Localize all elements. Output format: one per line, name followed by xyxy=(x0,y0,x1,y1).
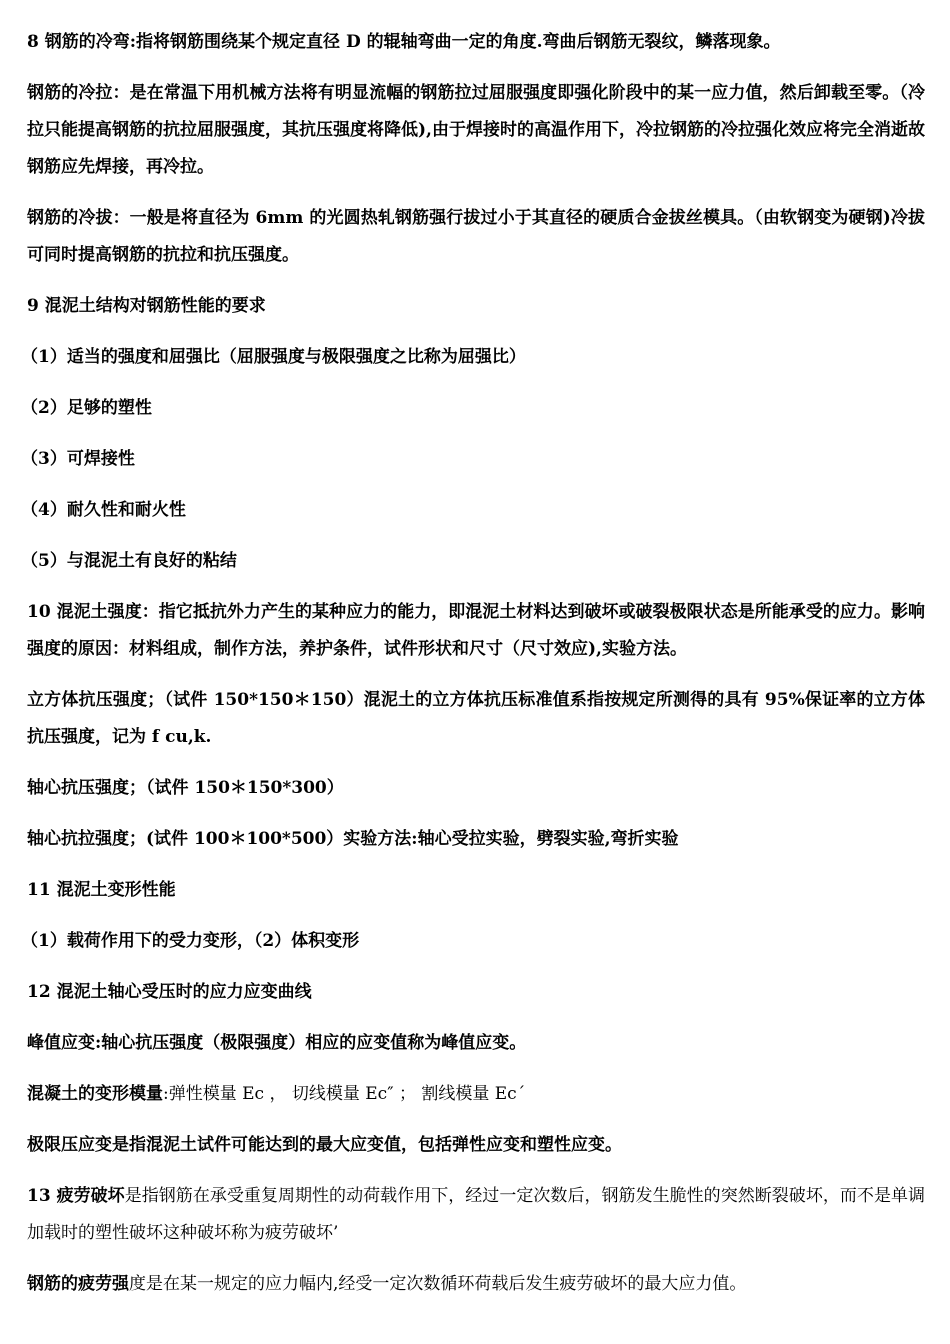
heading-steel-requirements: 9 混泥土结构对钢筋性能的要求 xyxy=(27,296,266,316)
list-item-bond: （5）与混泥土有良好的粘结 xyxy=(21,551,237,571)
paragraph-cold-draw: 钢筋的冷拉：是在常温下用机械方法将有明显流幅的钢筋拉过屈服强度即强化阶段中的某一应力值，然后卸载至零。（冷拉只能提高钢筋的抗拉屈服强度，其抗压强度将降低),由于焊接时的高温作用下，冷拉钢筋的冷拉强化效应将完全消逝故钢筋应先焊接，再冷拉。 xyxy=(27,83,925,177)
paragraph-axial-compressive: 轴心抗压强度；（试件 150＊150*300） xyxy=(27,778,344,798)
list-item-strength-ratio: （1）适当的强度和屈强比（屈服强度与极限强度之比称为屈强比） xyxy=(21,347,526,367)
paragraph-concrete-strength: 10 混泥土强度：指它抵抗外力产生的某种应力的能力，即混泥土材料达到破坏或破裂极限状态是所能承受的应力。影响强度的原因：材料组成，制作方法，养护条件，试件形状和尺寸（尺寸效应),实验方法。 xyxy=(27,602,925,659)
fatigue-failure-definition: 是指钢筋在承受重复周期性的动荷载作用下，经过一定次数后，钢筋发生脆性的突然断裂破坏，而不是单调加载时的塑性破坏这种破坏称为疲劳破坏’ xyxy=(27,1186,925,1243)
document-page xyxy=(21,24,925,1317)
list-item-plasticity: （2）足够的塑性 xyxy=(21,398,152,418)
term-deformation-modulus: 混凝土的变形模量 xyxy=(27,1084,163,1104)
list-item-weldability: （3）可焊接性 xyxy=(21,449,135,469)
fatigue-strength-definition: 度是在某一规定的应力幅内,经受一定次数循环荷载后发生疲劳破坏的最大应力值。 xyxy=(129,1274,747,1294)
list-item-deformation-types: （1）载荷作用下的受力变形，（2）体积变形 xyxy=(21,931,360,951)
paragraph-deformation-modulus xyxy=(27,1076,925,1113)
modulus-list: :弹性模量 Ec ， 切线模量 Ec″ ； 割线模量 Ec´ xyxy=(163,1084,526,1104)
paragraph-peak-strain: 峰值应变:轴心抗压强度（极限强度）相应的应变值称为峰值应变。 xyxy=(27,1033,527,1053)
heading-deformation: 11 混泥土变形性能 xyxy=(27,880,176,900)
paragraph-fatigue-failure xyxy=(27,1178,925,1252)
heading-stress-strain: 12 混泥土轴心受压时的应力应变曲线 xyxy=(27,982,312,1002)
paragraph-cold-drawing-wire: 钢筋的冷拔：一般是将直径为 6mm 的光圆热轧钢筋强行拔过小于其直径的硬质合金拔丝模具。（由软钢变为硬钢)冷拔可同时提高钢筋的抗拉和抗压强度。 xyxy=(27,208,925,265)
paragraph-ultimate-strain: 极限压应变是指混泥土试件可能达到的最大应变值，包括弹性应变和塑性应变。 xyxy=(27,1135,622,1155)
list-item-durability: （4）耐久性和耐火性 xyxy=(21,500,186,520)
paragraph-cube-strength: 立方体抗压强度；（试件 150*150＊150）混泥土的立方体抗压标准值系指按规定所测得的具有 95%保证率的立方体抗压强度，记为 f cu,k. xyxy=(27,690,925,747)
paragraph-cold-bend: 8 钢筋的冷弯:指将钢筋围绕某个规定直径 D 的辊轴弯曲一定的角度.弯曲后钢筋无裂纹，鳞落现象。 xyxy=(27,32,781,52)
term-fatigue-strength: 钢筋的疲劳强 xyxy=(27,1274,129,1294)
term-fatigue-failure: 13 疲劳破坏 xyxy=(27,1186,125,1206)
paragraph-fatigue-strength xyxy=(27,1266,925,1303)
paragraph-axial-tensile: 轴心抗拉强度；(试件 100＊100*500）实验方法:轴心受拉实验，劈裂实验,弯折实验 xyxy=(27,829,679,849)
